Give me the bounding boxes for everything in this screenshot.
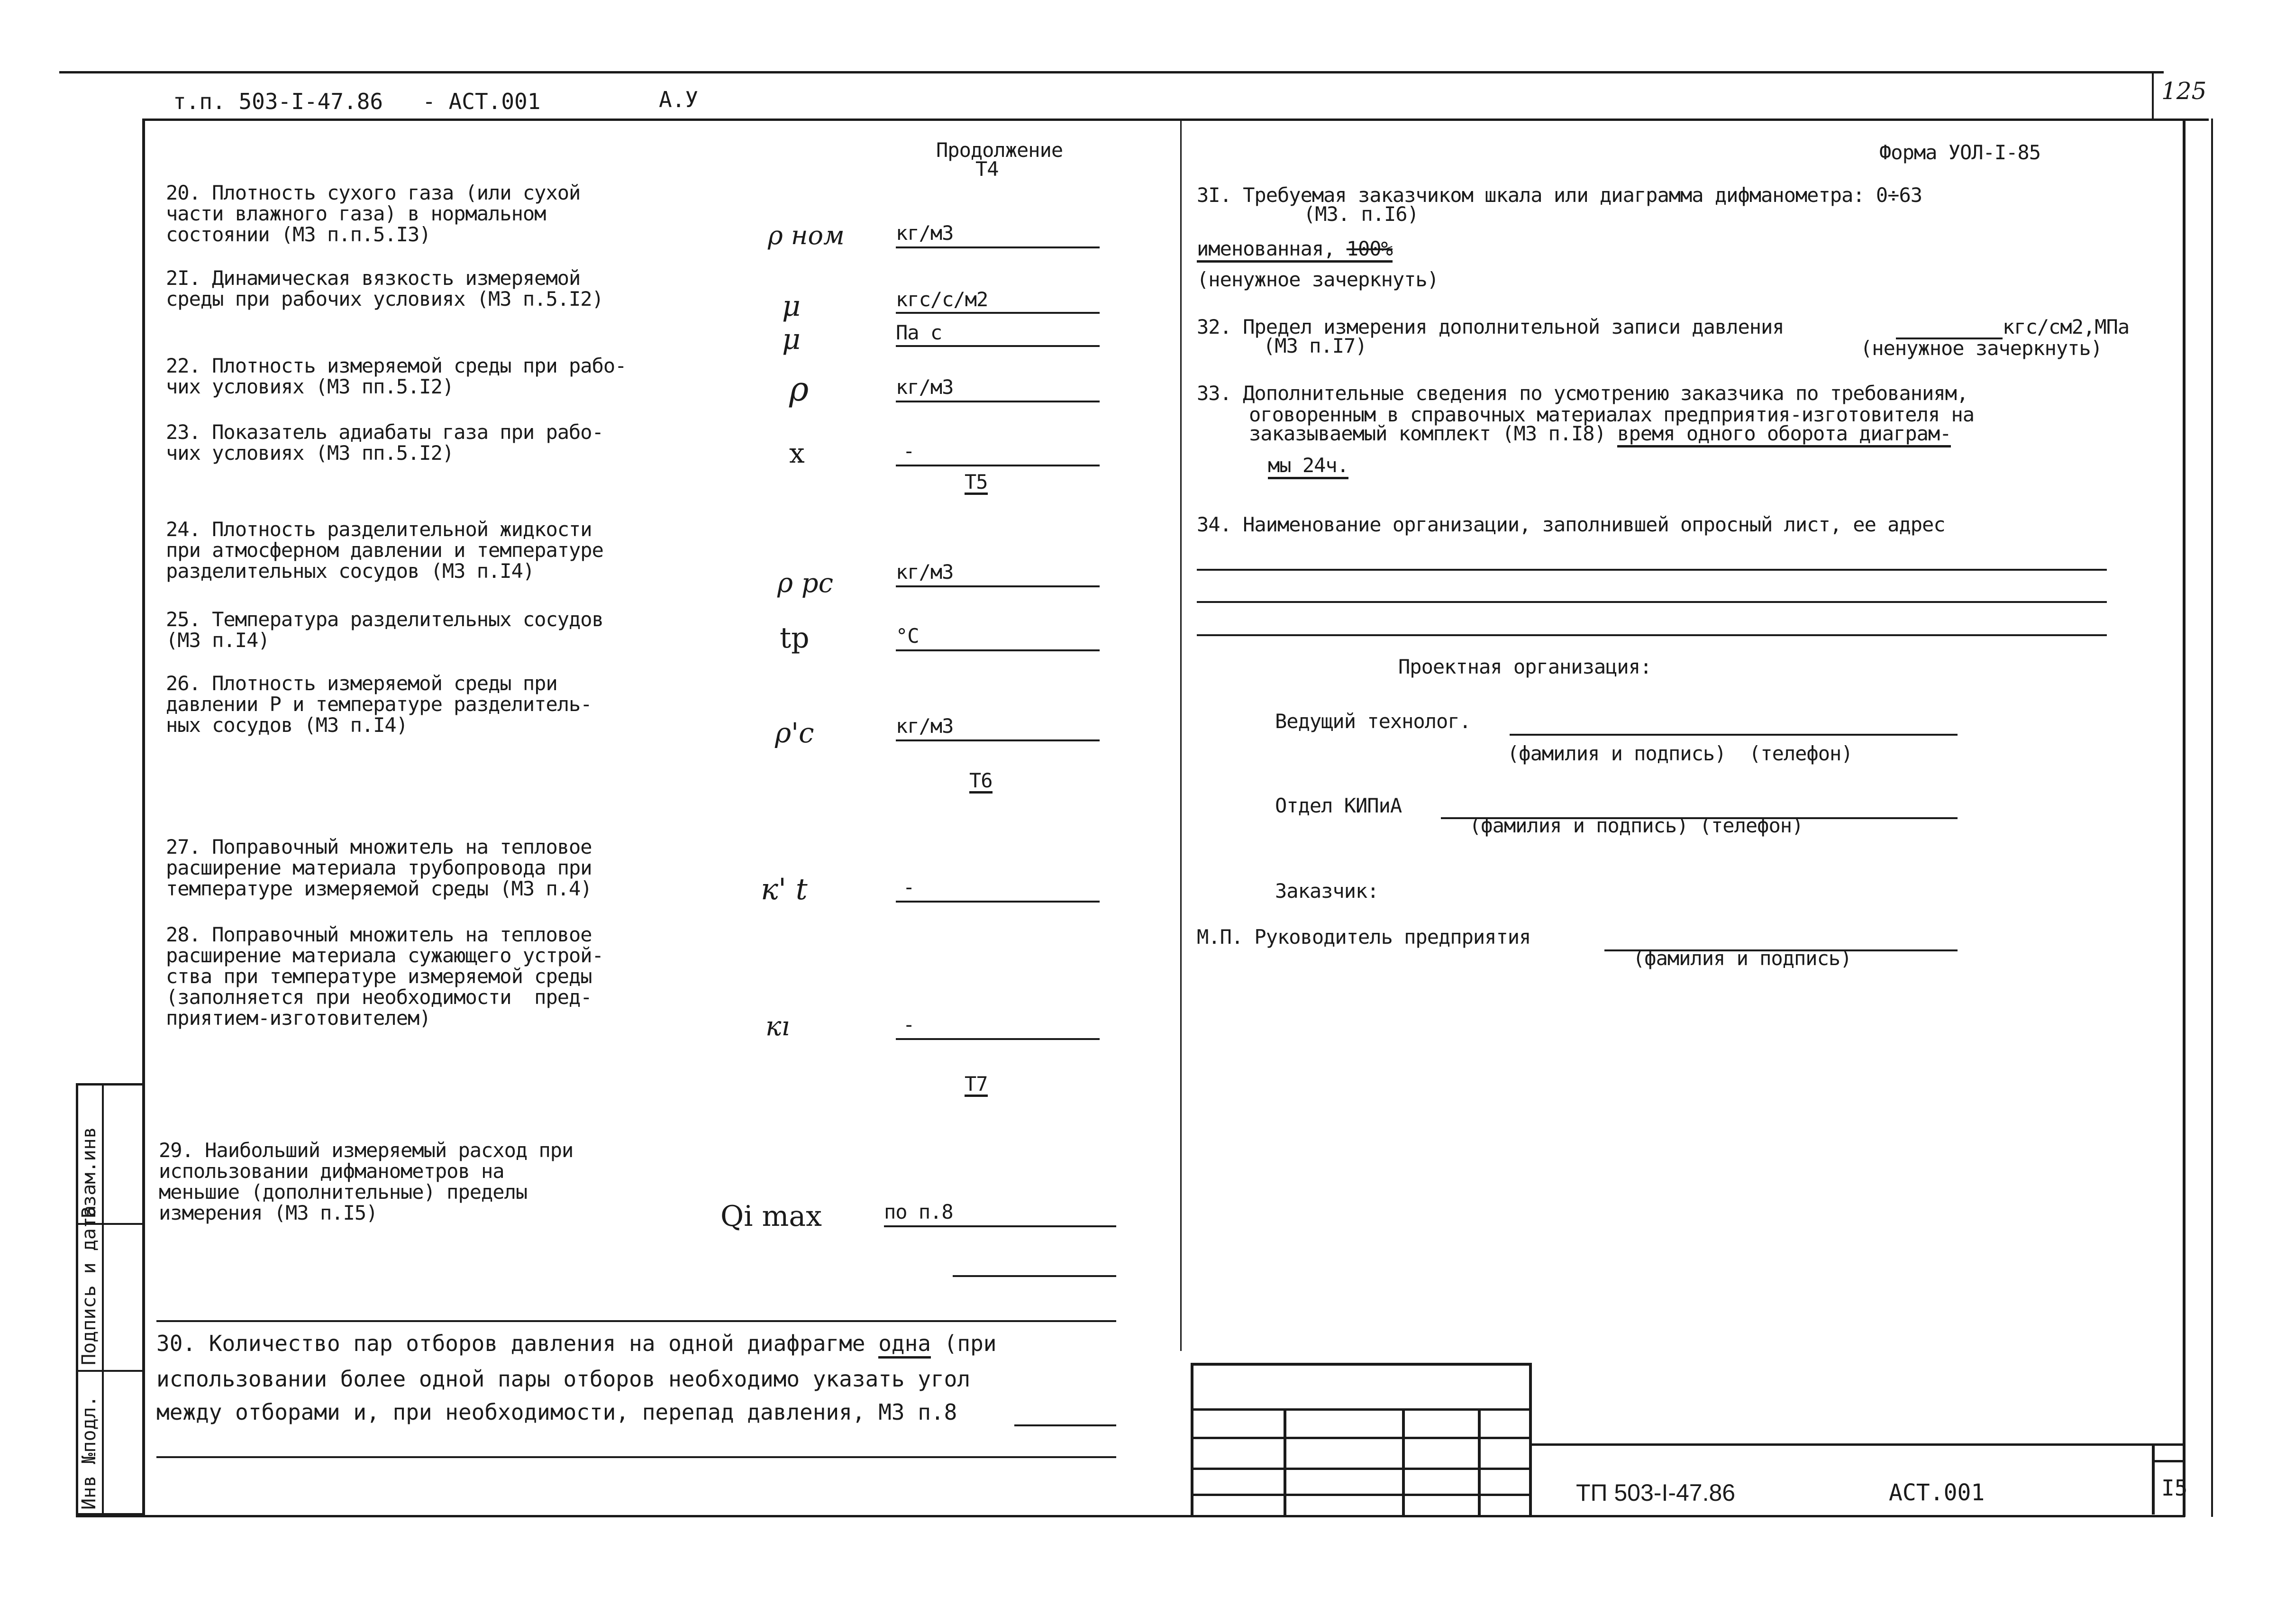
rev-row-1 — [1193, 1408, 1532, 1411]
item-23-rule — [896, 465, 1100, 466]
item-20-text: 20. Плотность сухого газа (или сухой части влажного газа) в нормальном состоянии (МЗ п.п.5.I3) — [166, 181, 581, 246]
frame-bottom — [76, 1515, 2185, 1517]
rev-row-3 — [1193, 1468, 1532, 1470]
side-label-replace: Взам.инв — [78, 1127, 100, 1218]
item-32-line-2: (МЗ п.I7) — [1263, 334, 1367, 357]
item-27-unit: - — [903, 876, 915, 899]
stamp-top-rule — [1531, 1443, 2185, 1446]
item-28-symbol: кı — [765, 1011, 790, 1042]
item-23-symbol: x — [789, 437, 805, 469]
item-25-symbol: tр — [780, 621, 810, 655]
item-30-line-1 — [156, 1332, 996, 1355]
item-33-value-2 — [1268, 455, 1348, 476]
item-33-line-3 — [1249, 423, 1951, 444]
director-label: М.П. Руководитель предприятия — [1197, 925, 1531, 949]
sign-phone-1: (фамилия и подпись) (телефон) — [1507, 742, 1853, 765]
rev-col-2 — [1402, 1408, 1405, 1515]
item-33-value-2-text: мы 24ч. — [1268, 454, 1348, 479]
customer-label: Заказчик: — [1275, 879, 1379, 903]
lead-tech-rule — [1510, 734, 1958, 736]
item-30-line-1c: (при — [930, 1331, 997, 1356]
item-25-text: 25. Температура разделительных сосудов (МЗ п.I4) — [166, 608, 603, 652]
stamp-sheet-divider — [2152, 1443, 2155, 1515]
item-28-unit: - — [903, 1013, 915, 1036]
item-28-text: 28. Поправочный множитель на тепловое расширение материала сужающего устрой- ства при температуре измеряемой среды (заполняется при необходимости пред- приятием-изготовителем) — [166, 923, 603, 1030]
item-30-rule — [1014, 1424, 1116, 1426]
rev-row-2 — [1193, 1437, 1532, 1439]
corner-box-left — [2152, 71, 2154, 119]
item-34-rule-1 — [1197, 569, 2107, 571]
item-32-note: (ненужное зачеркнуть) — [1860, 337, 2103, 360]
item-29-text: 29. Наибольший измеряемый расход при использовании дифманометров на меньшие (дополнительные) пределы измерения (МЗ п.I5) — [159, 1139, 574, 1224]
item-29-rule-3 — [156, 1320, 1116, 1322]
side-label-sign: Подпись и дата — [78, 1205, 100, 1365]
item-24-rule — [896, 585, 1100, 587]
item-34-rule-3 — [1197, 634, 2107, 636]
table-label-t6: Т6 — [969, 770, 993, 794]
top-long-rule — [59, 71, 2164, 73]
sheet-code: А.У — [659, 87, 699, 112]
stamp-album: АСТ.001 — [1889, 1479, 1985, 1506]
item-21-symbol: μ — [782, 290, 801, 323]
item-33-line-1: 33. Дополнительные сведения по усмотрению заказчика по требованиям, — [1197, 382, 1968, 405]
item-20-unit: кг/м3 — [896, 221, 954, 245]
item-32-units: кгс/см2,МПа — [2003, 315, 2130, 338]
item-26-text: 26. Плотность измеряемой среды при давлении Р и температуре разделитель- ных сосудов (МЗ п.I4) — [166, 672, 592, 737]
right-outer-line — [2211, 119, 2213, 1517]
item-20-symbol-text: ρ ном — [768, 220, 845, 250]
item-22-symbol: ρ — [789, 370, 809, 409]
frame-top — [142, 119, 2185, 121]
item-21-rule-2 — [896, 345, 1100, 347]
side-label-inv: Инв №подл. — [78, 1396, 100, 1510]
table-label-t7: Т7 — [965, 1074, 988, 1097]
item-25-rule — [896, 649, 1100, 651]
item-26-symbol: ρ'с — [775, 717, 814, 749]
item-21-rule — [896, 312, 1100, 314]
stamp-code: ТП 503-I-47.86 — [1576, 1479, 1736, 1506]
item-25-unit: °С — [896, 624, 919, 648]
item-33-line-2: оговоренным в справочных материалах предприятия-изготовителя на — [1249, 403, 1975, 426]
item-29-rule — [884, 1225, 1116, 1227]
rev-col-3 — [1478, 1408, 1481, 1515]
frame-right — [2183, 119, 2186, 1517]
side-row-2 — [78, 1370, 142, 1372]
item-24-text: 24. Плотность разделительной жидкости при атмосферном давлении и температуре разделительных сосудов (МЗ п.I4) — [166, 518, 603, 583]
item-29-symbol: Qi max — [720, 1200, 822, 1233]
revision-table — [1191, 1363, 1532, 1515]
rev-col-1 — [1284, 1408, 1286, 1515]
item-28-rule — [896, 1038, 1100, 1040]
sign-only: (фамилия и подпись) — [1633, 947, 1852, 970]
item-31-line-2: (МЗ. п.I6) — [1303, 202, 1419, 226]
stamp-top-rule-2 — [2152, 1460, 2185, 1462]
item-30-rule-2 — [156, 1456, 1116, 1458]
doc-code: т.п. 503-I-47.86 - АСТ.001 — [173, 89, 541, 114]
item-24-unit: кг/м3 — [896, 560, 954, 584]
frame-left — [142, 119, 145, 1517]
item-23-text: 23. Показатель адиабаты газа при рабо- чих условиях (МЗ пп.5.I2) — [166, 420, 603, 465]
sign-phone-2: (фамилия и подпись) (телефон) — [1469, 814, 1803, 837]
item-22-unit: кг/м3 — [896, 375, 954, 399]
item-20-symbol — [768, 216, 845, 253]
item-32-line-1: 32. Предел измерения дополнительной записи давления — [1197, 315, 1784, 338]
side-column-divider — [102, 1086, 104, 1515]
item-22-text: 22. Плотность измеряемой среды при рабо- чих условиях (МЗ пп.5.I2) — [166, 354, 627, 398]
column-divider — [1180, 119, 1182, 1351]
item-33-line-3-text: заказываемый комплект (МЗ п.I8) — [1249, 422, 1606, 445]
item-20-rule — [896, 246, 1100, 248]
item-21-symbol-2: μ — [782, 323, 801, 356]
continuation-label: Продолжение — [936, 138, 1063, 162]
form-label: Форма УОЛ-I-85 — [1879, 141, 2041, 164]
item-34-rule-2 — [1197, 601, 2107, 603]
table-label-t5: Т5 — [965, 472, 988, 495]
item-31-named — [1197, 238, 1393, 259]
item-27-rule — [896, 901, 1100, 903]
item-30-line-1a: 30. Количество пар отборов давления на одной диафрагме — [156, 1331, 879, 1356]
item-24-symbol: ρ рс — [777, 568, 833, 599]
item-26-unit: кг/м3 — [896, 714, 954, 738]
item-30-value: одна — [878, 1331, 931, 1359]
item-31-struck: 100% — [1347, 237, 1393, 263]
item-21-unit: кгс/с/м2 — [896, 288, 988, 311]
table-label-t4: Т4 — [975, 157, 999, 181]
item-29-unit: по п.8 — [884, 1200, 953, 1223]
item-30-line-2: использовании более одной пары отборов необходимо указать угол — [156, 1366, 971, 1392]
page-corner-number: 125 — [2161, 77, 2207, 105]
item-27-text: 27. Поправочный множитель на тепловое расширение материала трубопровода при температуре измеряемой среды (МЗ п.4) — [166, 835, 592, 900]
item-27-symbol: к' t — [761, 872, 808, 906]
rev-row-4 — [1193, 1494, 1532, 1496]
item-33-value-1: время одного оборота диаграм- — [1617, 422, 1951, 447]
kip-dept-label: Отдел КИПиА — [1275, 794, 1402, 817]
stamp-sheet: I5 — [2161, 1475, 2188, 1501]
lead-tech-label: Ведущий технолог. — [1275, 710, 1471, 733]
item-31-line-1: 3I. Требуемая заказчиком шкала или диаграмма дифманометра: 0÷63 — [1197, 183, 1922, 207]
item-26-rule — [896, 739, 1100, 741]
corner-box-bottom — [2152, 119, 2209, 121]
design-org-label: Проектная организация: — [1398, 655, 1652, 678]
item-23-unit: - — [903, 439, 915, 463]
item-21-text: 2I. Динамическая вязкость измеряемой среды при рабочих условиях (МЗ п.5.I2) — [166, 266, 603, 310]
item-29-rule-2 — [953, 1275, 1116, 1277]
item-21-unit-2: Па с — [896, 321, 942, 344]
item-31-named-text: именованная, — [1197, 237, 1347, 263]
item-30-line-3: между отборами и, при необходимости, перепад давления, МЗ п.8 — [156, 1399, 957, 1425]
item-34-text: 34. Наименование организации, заполнившей опросный лист, ее адрес — [1197, 513, 1945, 536]
item-22-rule — [896, 401, 1100, 402]
item-31-note: (ненужное зачеркнуть) — [1197, 268, 1439, 291]
